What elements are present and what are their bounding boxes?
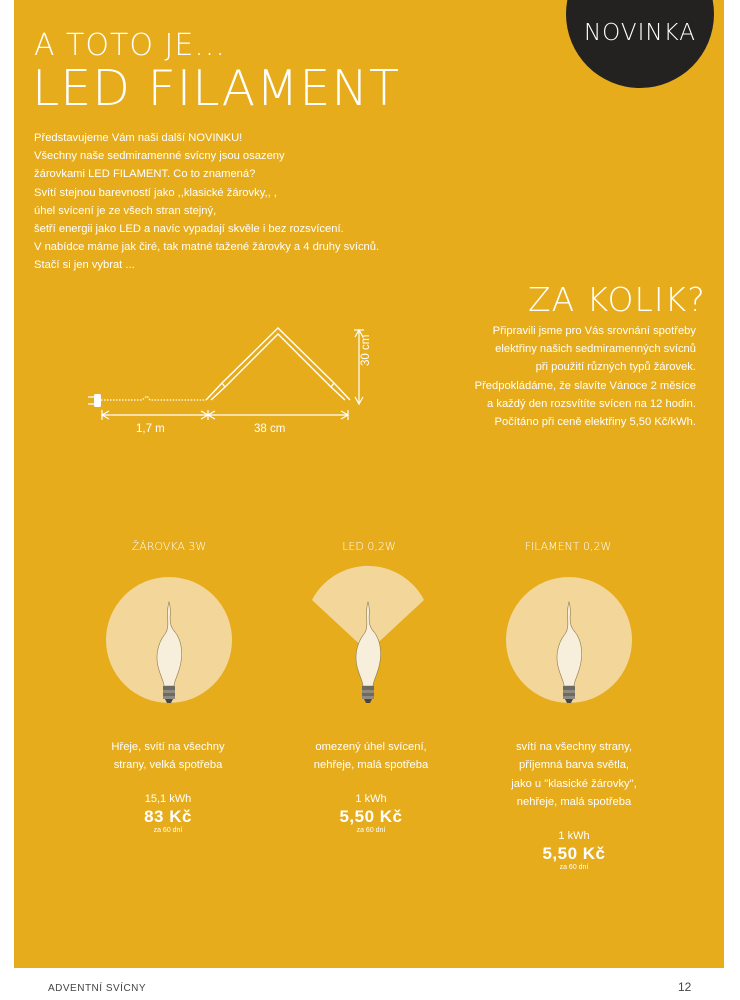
- consumption: 15,1 kWh: [144, 792, 192, 805]
- candle-holder-outline: [206, 328, 350, 400]
- price-period: za 60 dní: [559, 863, 589, 871]
- price: 5,50 Kč: [542, 843, 606, 863]
- pricing-heading: ZA KOLIK?: [528, 280, 706, 319]
- price: 5,50 Kč: [339, 806, 403, 826]
- bulb-info-led: [271, 738, 471, 834]
- desc-line: strany, velká spotřeba: [113, 759, 223, 772]
- intro-line: Stačí si jen vybrat ...: [34, 259, 135, 272]
- title-line-1: A TOTO JE...: [34, 28, 226, 63]
- bulb-info-incandescent: [68, 738, 268, 834]
- plug-pins-icon: [88, 397, 94, 404]
- badge-label: NOVINKA: [583, 20, 697, 46]
- bulb-label-led: LED 0,2W: [342, 540, 396, 553]
- intro-line: Představujeme Vám naši další NOVINKU!: [34, 132, 243, 144]
- intro-line: V nabídce máme jak čiré, tak matné tažené žárovky a 4 druhy svícnů.: [34, 241, 380, 254]
- bulb-illustrations: [14, 560, 724, 720]
- pricing-line: elektřiny našich sedmiramenných svícnů: [495, 343, 696, 356]
- plug-icon: [94, 394, 101, 407]
- pricing-line: a každý den rozsvítíte svícen na 12 hodin.: [487, 397, 696, 410]
- intro-line: šetří energii jako LED a navíc vypadají skvěle i bez rozsvícení.: [34, 223, 344, 236]
- consumption: 1 kWh: [558, 829, 590, 842]
- content-panel: [14, 0, 724, 968]
- intro-line: Všechny naše sedmiramenné svícny jsou osazeny: [34, 150, 285, 163]
- desc-line: nehřeje, malá spotřeba: [516, 796, 632, 809]
- footer-section-title: ADVENTNÍ SVÍCNY: [48, 983, 147, 994]
- intro-line: úhel svícení je ze všech stran stejný,: [34, 204, 217, 217]
- width-label: 38 cm: [254, 423, 286, 435]
- pricing-line: při použití různých typů žárovek.: [535, 361, 696, 374]
- page-number: 12: [678, 980, 692, 994]
- cable-line: [101, 396, 206, 400]
- bulb-label-incandescent: ŽÁROVKA 3W: [131, 540, 207, 553]
- desc-line: jako u "klasické žárovky",: [511, 777, 637, 790]
- pricing-line: Předpokládáme, že slavíte Vánoce 2 měsíce: [474, 379, 696, 392]
- candle-holder-inner: [211, 334, 345, 400]
- consumption: 1 kWh: [355, 792, 387, 805]
- desc-line: Hřeje, svítí na všechny: [111, 741, 225, 753]
- desc-line: příjemná barva světla,: [518, 759, 630, 772]
- bulb-info-filament: [474, 738, 674, 871]
- desc-line: omezený úhel svícení,: [315, 741, 427, 753]
- dimension-diagram: [14, 0, 724, 470]
- cable-length-label: 1,7 m: [136, 423, 165, 435]
- price: 83 Kč: [144, 806, 192, 826]
- intro-line: žárovkami LED FILAMENT. Co to znamená?: [34, 168, 256, 181]
- intro-line: Svítí stejnou barevností jako ,,klasické žárovky,, ,: [34, 186, 277, 199]
- price-period: za 60 dní: [153, 826, 183, 834]
- pricing-line: Počítáno při ceně elektřiny 5,50 Kč/kWh.: [494, 416, 696, 429]
- price-period: za 60 dní: [356, 826, 386, 834]
- height-label: 30 cm: [360, 334, 372, 366]
- desc-line: nehřeje, malá spotřeba: [313, 759, 429, 772]
- desc-line: svítí na všechny strany,: [515, 741, 633, 753]
- bulb-label-filament: FILAMENT 0,2W: [524, 540, 612, 553]
- title-line-2: LED FILAMENT: [32, 60, 400, 117]
- pricing-line: Připravili jsme pro Vás srovnání spotřeby: [492, 325, 696, 337]
